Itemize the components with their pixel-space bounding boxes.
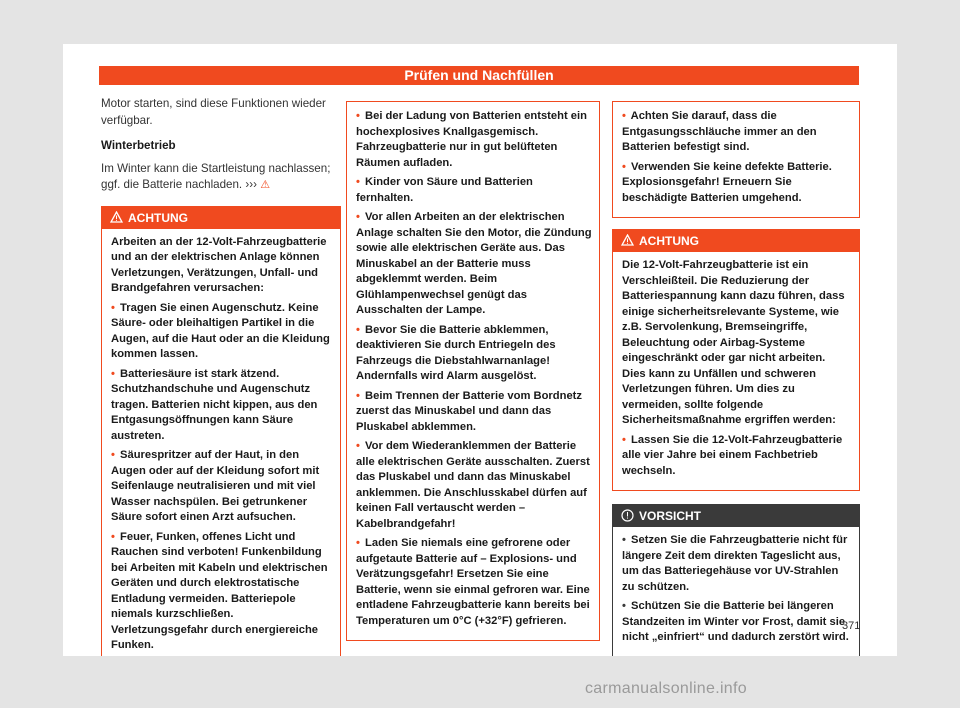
bullet-icon: • <box>356 537 360 549</box>
bullet-icon: • <box>356 110 360 122</box>
warning-box-continued-2-body <box>613 102 859 217</box>
list-item-text: Vor allen Arbeiten an der elektrischen Anlage schalten Sie den Motor, die Zündung sowie alle elektrischen Geräte aus. Das Minuskabel an der Batterie muss abgeklemmt werden. Beim Glühlampenwechsel genügt das Ausschalten der Lampe. <box>356 211 592 316</box>
intro-text: Motor starten, sind diese Funktionen wieder verfügbar. <box>101 97 326 127</box>
list-item-text: Tragen Sie einen Augenschutz. Keine Säure- oder bleihaltigen Partikel in die Augen, auf die Haut oder an die Kleidung kommen lassen. <box>111 301 330 360</box>
bullet-icon: • <box>111 301 115 314</box>
caution-box-title <box>613 505 859 527</box>
info-circle-icon <box>621 509 634 522</box>
list-item <box>356 439 592 532</box>
warning-box-2-body <box>613 252 859 490</box>
warning-box-2-lead: Die 12-Volt-Fahrzeugbatterie ist ein Verschleißteil. Die Reduzierung der Batteriespannung kann dazu führen, dass einige sicherheitsrelevante Systeme, wie z.B. Servolenkung, Bremseingriffe, Beleuchtung oder Airbag-Systeme eingeschränkt oder gar nicht arbeiten. Dies kann zu Unfällen und schweren Verletzungen führen. Um dies zu vermeiden, sollte folgende Sicherheitsmaßnahme ergriffen werden: <box>622 259 845 426</box>
warning-box-1 <box>101 206 341 666</box>
bullet-icon: • <box>622 433 626 446</box>
section-header: Prüfen und Nachfüllen <box>99 66 859 85</box>
list-item <box>622 109 852 156</box>
list-item <box>356 389 592 436</box>
list-item <box>622 160 852 207</box>
winter-text: Im Winter kann die Startleistung nachlassen; ggf. die Batterie nachladen. ››› <box>101 161 331 191</box>
warning-box-2-title <box>613 230 859 252</box>
bullet-icon: • <box>111 449 115 461</box>
list-item-text: Batteriesäure ist stark ätzend. Schutzhandschuhe und Augenschutz tragen. Batterien nicht kippen, aus den Entgasungsöffnungen kann Säure austreten. <box>111 367 318 442</box>
list-item <box>622 533 852 595</box>
column-2 <box>346 96 600 641</box>
list-item-text: Feuer, Funken, offenes Licht und Rauchen sind verboten! Funkenbildung bei Arbeiten mit Kabeln und elektrischen Geräten und durch elektrostatische Entladung vermeiden. Batteriepole niemals kurzschließen. Verletzungsgefahr durch energiereiche Funken. <box>111 530 328 651</box>
intro-section <box>101 96 341 194</box>
list-item-text: Laden Sie niemals eine gefrorene oder aufgetaute Batterie auf – Explosions- und Verätzungsgefahr! Ersetzen Sie eine Batterie, wenn sie einmal gefroren war. Eine entladene Fahrzeugbatterie kann bereits bei Temperaturen um 0°C (+32°F) gefrieren. <box>356 537 590 627</box>
list-item-text: Säurespritzer auf der Haut, in den Augen oder auf der Kleidung sofort mit Seifenlauge neutralisieren und mit viel Wasser nachspülen. Bei getrunkener Säure sofort einen Arzt aufsuchen. <box>111 449 320 523</box>
warning-triangle-icon: ⚠ <box>260 179 271 191</box>
winter-heading: Winterbetrieb <box>101 139 176 152</box>
watermark-text: carmanualsonline.info <box>585 680 747 697</box>
warning-box-2-label: ACHTUNG <box>639 234 699 248</box>
list-item <box>622 599 852 646</box>
bullet-icon: • <box>356 323 360 336</box>
bullet-icon: • <box>356 176 360 188</box>
list-item <box>356 210 592 319</box>
bullet-icon: • <box>111 367 115 380</box>
list-item-text: Kinder von Säure und Batterien fernhalten. <box>356 176 533 204</box>
warning-triangle-icon <box>621 234 634 246</box>
bullet-icon: • <box>356 211 360 223</box>
caution-box-body <box>613 527 859 657</box>
list-item <box>111 301 333 363</box>
warning-box-2 <box>612 229 860 491</box>
list-item <box>356 175 592 206</box>
warning-box-1-label: ACHTUNG <box>128 210 188 225</box>
list-item <box>111 448 333 526</box>
bullet-icon: • <box>622 600 626 612</box>
bullet-icon: • <box>356 389 360 402</box>
bullet-icon: • <box>622 534 626 546</box>
warning-box-1-lead: Arbeiten an der 12-Volt-Fahrzeugbatterie und an der elektrischen Anlage können Verletzungen, Verätzungen, Unfall- und Brandgefahren verursachen: <box>111 235 327 294</box>
list-item <box>111 530 333 654</box>
warning-box-continued <box>346 101 600 641</box>
warning-triangle-icon <box>110 211 123 223</box>
list-item-text: Bevor Sie die Batterie abklemmen, deaktivieren Sie durch Entriegeln des Fahrzeugs die Diebstahlwarnanlage! Andernfalls wird Alarm ausgelöst. <box>356 323 556 382</box>
list-item-text: Achten Sie darauf, dass die Entgasungsschläuche immer an den Batterien befestigt sind. <box>622 110 817 153</box>
list-item-text: Schützen Sie die Batterie bei längeren Standzeiten im Winter vor Frost, damit sie nicht „einfriert“ und dadurch zerstört wird. <box>622 600 849 643</box>
list-item-text: Setzen Sie die Fahrzeugbatterie nicht für längere Zeit dem direkten Tageslicht aus, um das Batteriegehäuse vor UV-Strahlen zu schützen. <box>622 534 848 593</box>
bullet-icon: • <box>622 110 626 122</box>
list-item-text: Beim Trennen der Batterie vom Bordnetz zuerst das Minuskabel und dann das Pluskabel abklemmen. <box>356 389 582 433</box>
page-number: 371 <box>842 620 861 632</box>
list-item <box>356 323 592 385</box>
list-item-text: Bei der Ladung von Batterien entsteht ein hochexplosives Knallgasgemisch. Fahrzeugbatterie nur in gut belüfteten Räumen aufladen. <box>356 110 587 169</box>
warning-box-1-title <box>102 207 340 229</box>
list-item <box>622 433 852 480</box>
bullet-icon: • <box>622 160 626 173</box>
winter-text-wrap <box>101 161 341 194</box>
warning-box-continued-body <box>347 102 599 640</box>
list-item <box>356 109 592 171</box>
caution-box-label: VORSICHT <box>639 509 702 523</box>
list-item-text: Lassen Sie die 12-Volt-Fahrzeugbatterie alle vier Jahre bei einem Fachbetrieb wechseln. <box>622 433 843 477</box>
warning-box-1-body <box>102 229 340 665</box>
list-item-text: Verwenden Sie keine defekte Batterie. Explosionsgefahr! Erneuern Sie beschädigte Batterien umgehend. <box>622 160 832 204</box>
footer-bar <box>0 656 960 708</box>
caution-box <box>612 504 860 658</box>
list-item <box>356 536 592 629</box>
column-3 <box>612 96 860 658</box>
bullet-icon: • <box>111 530 115 543</box>
bullet-icon: • <box>356 440 360 452</box>
list-item-text: Vor dem Wiederanklemmen der Batterie alle elektrischen Geräte ausschalten. Zuerst das Pluskabel und dann das Minuskabel anklemmen. Die Anschlusskabel dürfen auf keinen Fall vertauscht werden – Kabelbrandgefahr! <box>356 440 590 530</box>
warning-box-continued-2 <box>612 101 860 218</box>
list-item <box>111 367 333 445</box>
column-1 <box>101 96 341 666</box>
